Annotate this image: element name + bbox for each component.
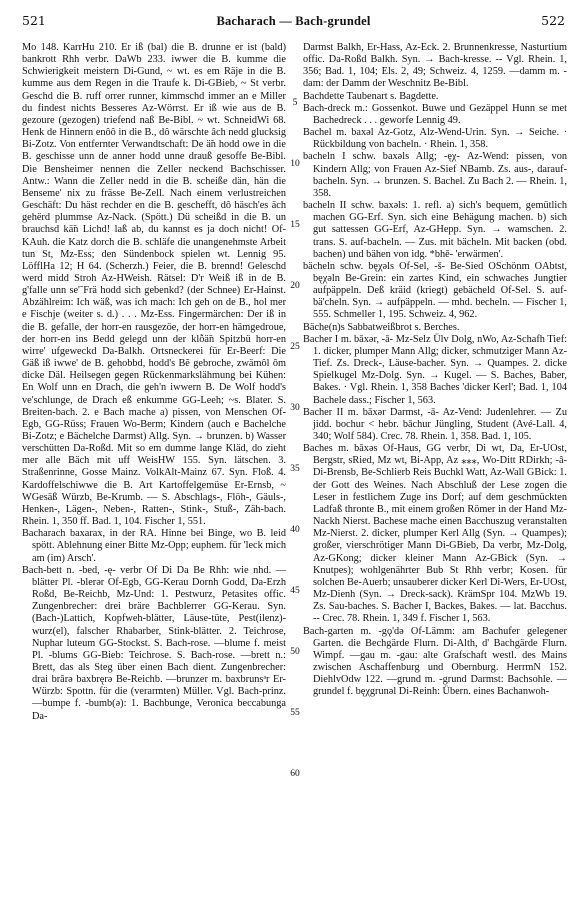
page-number-right: 522: [541, 13, 565, 28]
line-number: 5: [292, 98, 298, 108]
entry-paragraph: Mo 148. KarrHu 210. Er iß (bal) die B. drunne er ist (bald) bankrott Rhh verbr. DaWb 233. iwwer die B. kumme die Schwierigkeit meistern Di-Gund, ~ wt. es em Räje in die B. kumme aus dem Regen in die Traufe k. Di-GBieb, ~ St verbr. Geschd die B. ruff orrer runner, kimmschd immer an e Miller du findest nichts Besseres Az-Wörrst. Er iß wie aus de B. gezoure (gezogen) triefend naß Be-Bibl. ~ wt. SchneidWi 68. Henk de Hinnern enôô in die B., dô wärschte âch nedd glucksig Bi-Zotz. Von entfernter Verwandtschaft: De ä̃n hodd owe in die B. geschisse unn de anner hodd unne drauß gesoffe Be-Bibl. Die Bensheimer nennen die Zeller neckend Bachschisser. Antw.: Wann die Zeller nedd in die B. scheiße dän, hän die Benseme' nix zu frässe Be-Zell. Nach einem verlustreichen Geschäft: Du häst rechder en die B. geschefft, dô häsch'es äch gehërd plummse Az-Nack. (Spött.) Dü scheißd in die B. un brauchsd kä̃n Lichd! laß ab, du kannst es ja doch nicht! Of-KAuh. die Katz dorch die B. schläfe die unangenehmste Arbeit tun St, Mz-Ess; den Sündenbock spielen wt. Lennig 95. LöfflHa 12; H 64. (Scherzh.) Feier, die B. brennd! Geleschd werd midd Stroh Az-HWeish. Rätsel: D'r Weiß iß in de B. g'falle unn se'̃ Frä hodd sich gebenkd? (der Schnee) Er-Hainst. Abzählreim: Ich wäß, was ich mach: Ich geh on de B., hol mer e Fischje (weiter s. d.) . . . Mz-Ess. Fingermärchen: Der iß in die B. gefalle, der horr-en rausgezöe, der horr-en hämgedroue, der horr-en ins Bedd gelegd unn der klỗä̃n Spitzbü horr-en wirre' ufgeweckd Da-Balkh. Ortsneckerei für Er-Beerf: Die Gäß iß iwwe' de B. gehobbd, hodd's Bẽ gebroche, zwämôl ôm dicke Däl. Heilsegen gegen Rückenmarkslähmung bei Kühen: En Wolf unn en Drach, die geh'n iwwern B. De Wolf hodd's ve'schlunge, de Drach eß enkumme GG-Leeh; ~s. Blater. S. Breiten-bach. 2. e Bach mache a) pissen, von Menschen Of-Egb, GG-Rüss; Frauen Wo-Berm; Kindern (auch e Bachelche Bi-Zotz; e Bächelche Darmst) Allg. Syn. → brunzen. b) Wasser verschütten Da-Roßd. Mit so em dumme lange Kläd, do zieht mer alle Bäch mit uff WeisHW 155. Syn. lätschen. 3. Straßenrinne, Gosse Mainz. VolkAlt-Mainz 67. Syn. Floß. 4. Kardoffelschiwwe die B. Art Kartoffelgemüse Er-Ernsb, ~ WGesäß Würzb, Be-Krumb. — S. Abschlags-, Flöh-, Gäuls-, Henken-, Lägen-, Neben-, Ratten-, Stink-, Stuß-, Zäh-bach. Rhein. 1, 350 ff. Bad. 1, 104. Fischer 1, 551.: [22, 42, 286, 528]
entry-paragraph: Baches m. bāxəs Of-Haus, GG verbr, Di wt, Da, Er-UOst, Bergstr, sRied, Mz wt, Bi-App, Az ⁎⁎⁎, Wo-Ditt RDirkh; -â- Di-Brensb, Be-Schlierb Reis Buchkl Watt, Az-Wall GBick: 1. der Gott des Weines. Nach Abschluß der Lese zogen die Leser in festlichem Zuge ins Dorf; auf dem geschmückten Ladfaß thronte B., mit einem großen Römer in der Hand Mz-Nackh Nierst. Bachese mache einen Bacchuszug veranstalten Mz-Nierst. 2. dicker, plumper Kerl Allg (Syn. → Quampes); großer, vierschrötiger Mann Di-GBieb, Da verbr, Mz-Dolg, Az-GKong; dicker kleiner Mann Az-GBick (Syn. → Knutpes); wohlgenährter Bub St Rhh verbr; Kosen. für solchen Be-Auerb; unsauberer dicker Kerl Di-Wers, Er-UOst, Mz-Dienh (Syn. → Dreck-sack). KrämSpr 104. MzWb 19. Zs. Sau-baches. S. Bacher I, Backes, Bakes. — lat. Bacchus. -- Crec. 78. Rhein. 1, 349 f. Fischer 1, 563.: [303, 443, 567, 625]
line-number: 25: [290, 342, 300, 352]
page-header: [22, 12, 565, 30]
line-number: 30: [290, 403, 300, 413]
line-number: 10: [290, 159, 300, 169]
line-number-gutter: [288, 42, 302, 902]
entry-paragraph: Bacharach baxarax, in der RA. Hinne bei Binge, wo B. leid spött. Ablehnung einer Bitte Mz-Opp; euphem. für 'leck mich am (im) Arsch'.: [22, 528, 286, 564]
entry-paragraph: Bach-dreck m.: Gossenkot. Buwe und Gezäppel Hunn se met Bachedreck . . . geworfe Lennig 49.: [303, 102, 567, 126]
line-number: 55: [290, 708, 300, 718]
line-number: 45: [290, 586, 300, 596]
entry-paragraph: Bach-bett n. -bed, -ę- verbr Of Di Da Be Rhh: wie nhd. —blätter Pl. -blerər Of-Egb, GG-Kerau Dornh Godd, Da-Erzh Roßd, Be-Reichb, Mz-Und: 1. Pestwurz, Petasites offic. Zungenbrecher: drei bräre Bachblerrer GG-Kerau. Syn. (Bach-)Lattich, Kopfweh-blätter, Läuse-tüte, Pest(ilenz)-wurz(el), falscher Rhabarber, Stink-blätter. 2. Teichrose, Nuphar luteum GG-Stockst. S. Bach-rose. —blume f. meist Pl. -blums GG-Bieb: Teichrose. S. Bach-rose. —brett n.: Brett, das als Steg über einen Bach dient. Zungenbrecher: drai brârə baxbręrə Be-Reichb. —brunzer m. baxbrunsᵊr Er-Würzb: Spottn. für die (verarmten) Müller. Vgl. Bach-prinz. —bumpe f. -bumb(ə): 1. Bachbunge, Veronica beccabunga Da-: [22, 564, 286, 722]
line-number: 40: [290, 525, 300, 535]
entry-paragraph: Bäche(n)s Sabbatweißbrot s. Berches.: [303, 321, 460, 333]
entry-paragraph: Bachel m. baxəl Az-Gotz, Alz-Wend-Urin. Syn. → Seiche. · Rückbildung von bacheln. · Rhein. 1, 358.: [303, 127, 567, 151]
left-column: [22, 42, 286, 902]
entry-paragraph: Bach-garten m. -gǫ'də Of-Lämm: am Bachufer gelegener Garten. die Bechgärde Flurn. Di-Alth, d' Bachgärde Flurn. Wimpf. —gau m. -gau: alte Grafschaft westl. des Mains zwischen Aschaffenburg und Obernburg. HerrmN 152. DiehlvOdw 122. —grund m. -grund Darmst: Bachsohle. —grundel f. bęχgrunəl Di-Reinh: Übern. eines Bachanwoh-: [303, 625, 567, 698]
running-head: Bacharach — Bach-grundel: [216, 14, 371, 28]
line-number: 20: [290, 281, 300, 291]
entry-paragraph: bacheln I schw. baxəls Allg; -ęχ- Az-Wend: pissen, von Kindern Allg; von Frauen Az-Sief NBamb. Zs. aus-, darauf-bacheln. Syn. → brunzen. S. Bachel. Zu Bach 2. — Rhein. 1, 358.: [303, 151, 567, 199]
line-number: 35: [290, 464, 300, 474]
entry-paragraph: Bacher II m. bāxər Darmst, -ā- Az-Vend: Judenlehrer. — Zu jidd. bochur < hebr. bāchur Jüngling, Student (Avé-Lall. 4, 340; Wolf 584). Crec. 78. Rhein. 1, 358. Bad. 1, 105.: [303, 406, 567, 442]
entry-paragraph: bächeln schw. bęχəls Of-Sel, -š- Be-Sied OSchönm OAbtst, bęχəln Be-Grein: ein zartes Kind, ein schwaches Jungtier aufpäppeln. Deß kräid (kriegt) gebächeld Of-Sel. S. auf-bä'cheln. Syn. → aufpäppeln. — mhd. becheln. — Fischer 1, 555. Schmeller 1, 195. Schweiz. 4, 962.: [303, 260, 567, 321]
entry-paragraph: bacheln II schw. baxəls: 1. refl. a) sich's bequem, gemütlich machen GG-Erf. Syn. sich eine Behägung machen. b) sich gut sattessen GG-Erf, Az-GHepp. Syn. → wamschen. 2. trans. S. auf-bacheln. — Zus. mit bächeln. Mit backen (obd. bachen) und bähen von idg. *bhē- 'erwärmen'.: [303, 200, 567, 260]
entry-paragraph: Bachdette Taubenart s. Bagdette.: [303, 90, 439, 102]
line-number: 50: [290, 647, 300, 657]
line-number: 15: [290, 220, 300, 230]
line-number: 60: [290, 769, 300, 779]
page-number-left: 521: [22, 13, 46, 28]
right-column: [303, 42, 567, 902]
entry-paragraph: Darmst Balkh, Er-Hass, Az-Eck. 2. Brunnenkresse, Nasturtium offic. Da-Roßd Balkh. Syn. → Bach-kresse. -- Vgl. Rhein. 1, 356; Bad. 1, 104; Els. 2, 49; Schweiz. 4, 1259. —damm m. -dam: der Damm der Weschnitz Be-Bibl.: [303, 42, 567, 90]
entry-paragraph: Bacher I m. bāxər, -ā- Mz-Selz Ülv Dolg, nWo, Az-Schafh Tief: 1. dicker, plumper Mann Allg; dicker, schmutziger Mann Az-Tief. Zs. Dreck-, Läuse-bacher. Syn. → Quampes. 2. dicke Spielkugel Mz-Dolg. Syn. → Kugel. — S. Baches, Baber, Bakes. · Vgl. Rhein. 1, 358 Baches 'dicker Kerl'; Bad. 1, 104 Bachele dass.; Fischer 1, 563.: [303, 333, 567, 406]
